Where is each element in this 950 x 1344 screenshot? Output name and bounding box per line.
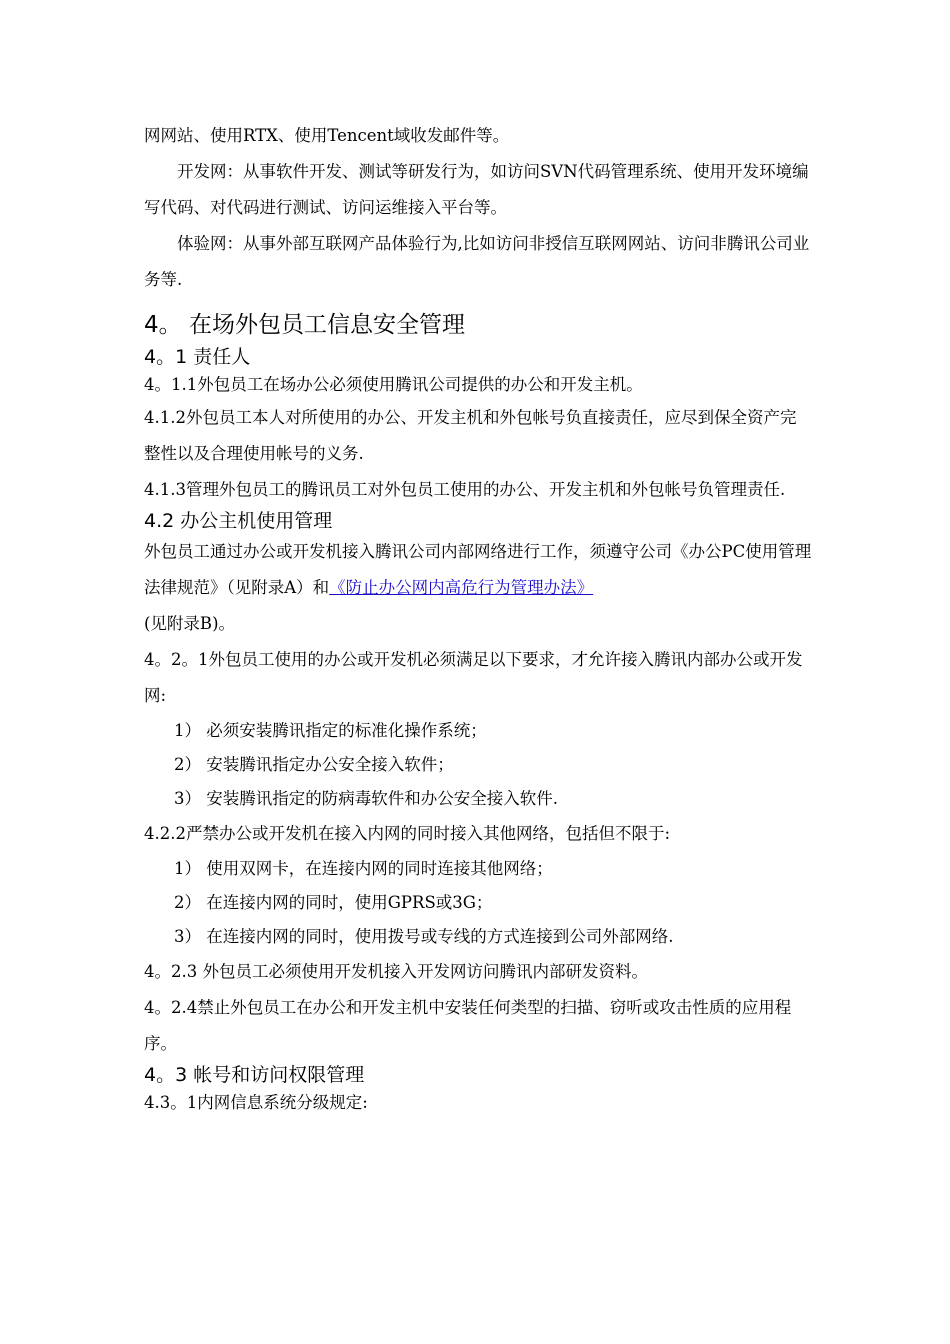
paragraph-4-1-1: 4。1.1外包员工在场办公必须使用腾讯公司提供的办公和开发主机。	[144, 375, 643, 394]
list-item: 2） 在连接内网的同时，使用GPRS或3G；	[174, 893, 493, 912]
list-item: 3） 安装腾讯指定的防病毒软件和办公安全接入软件.	[174, 789, 558, 808]
list-item: 1） 使用双网卡，在连接内网的同时连接其他网络；	[174, 859, 553, 878]
paragraph-4-3-1: 4.3。1内网信息系统分级规定:	[144, 1093, 368, 1112]
section-4-2-heading: 4.2 办公主机使用管理	[144, 510, 333, 532]
section-4-3-heading: 4。3 帐号和访问权限管理	[144, 1064, 365, 1086]
list-item: 3） 在连接内网的同时，使用拨号或专线的方式连接到公司外部网络.	[174, 927, 674, 946]
paragraph-4-2-2: 4.2.2严禁办公或开发机在接入内网的同时接入其他网络，包括但不限于:	[144, 824, 671, 843]
list-item: 2） 安装腾讯指定办公安全接入软件；	[174, 755, 454, 774]
paragraph-4-2-3: 4。2.3 外包员工必须使用开发机接入开发网访问腾讯内部研发资料。	[144, 962, 648, 981]
section-4-heading: 4。 在场外包员工信息安全管理	[144, 312, 465, 338]
paragraph-4-2-intro	[144, 534, 812, 642]
paragraph-4-2-4: 4。2.4禁止外包员工在办公和开发主机中安装任何类型的扫描、窃听或攻击性质的应用程序。	[144, 998, 792, 1053]
section-4-1-heading: 4。1 责任人	[144, 346, 251, 368]
policy-link[interactable]: 《防止办公网内高危行为管理办法》	[329, 578, 594, 597]
intro-text: 外包员工通过办公或开发机接入腾讯公司内部网络进行工作，须遵守公司《办公PC使用管理法律规范》（见附录A）和	[144, 542, 812, 597]
paragraph-dev-net: 开发网：从事软件开发、测试等研发行为，如访问SVN代码管理系统、使用开发环境编写代码、对代码进行测试、访问运维接入平台等。	[144, 162, 809, 217]
paragraph-4-1-2: 4.1.2外包员工本人对所使用的办公、开发主机和外包帐号负直接责任，应尽到保全资产完整性以及合理使用帐号的义务.	[144, 408, 797, 463]
appendix-b-note: (见附录B)。	[144, 614, 235, 633]
paragraph-4-1-3: 4.1.3管理外包员工的腾讯员工对外包员工使用的办公、开发主机和外包帐号负管理责任.	[144, 480, 786, 499]
paragraph-experience-net: 体验网：从事外部互联网产品体验行为,比如访问非授信互联网网站、访问非腾讯公司业务等.	[144, 234, 810, 289]
list-item: 1） 必须安装腾讯指定的标准化操作系统；	[174, 721, 487, 740]
paragraph-continued: 网网站、使用RTX、使用Tencent域收发邮件等。	[144, 126, 510, 145]
document-body	[144, 118, 812, 1118]
paragraph-4-2-1: 4。2。1外包员工使用的办公或开发机必须满足以下要求，才允许接入腾讯内部办公或开发网:	[144, 650, 803, 705]
